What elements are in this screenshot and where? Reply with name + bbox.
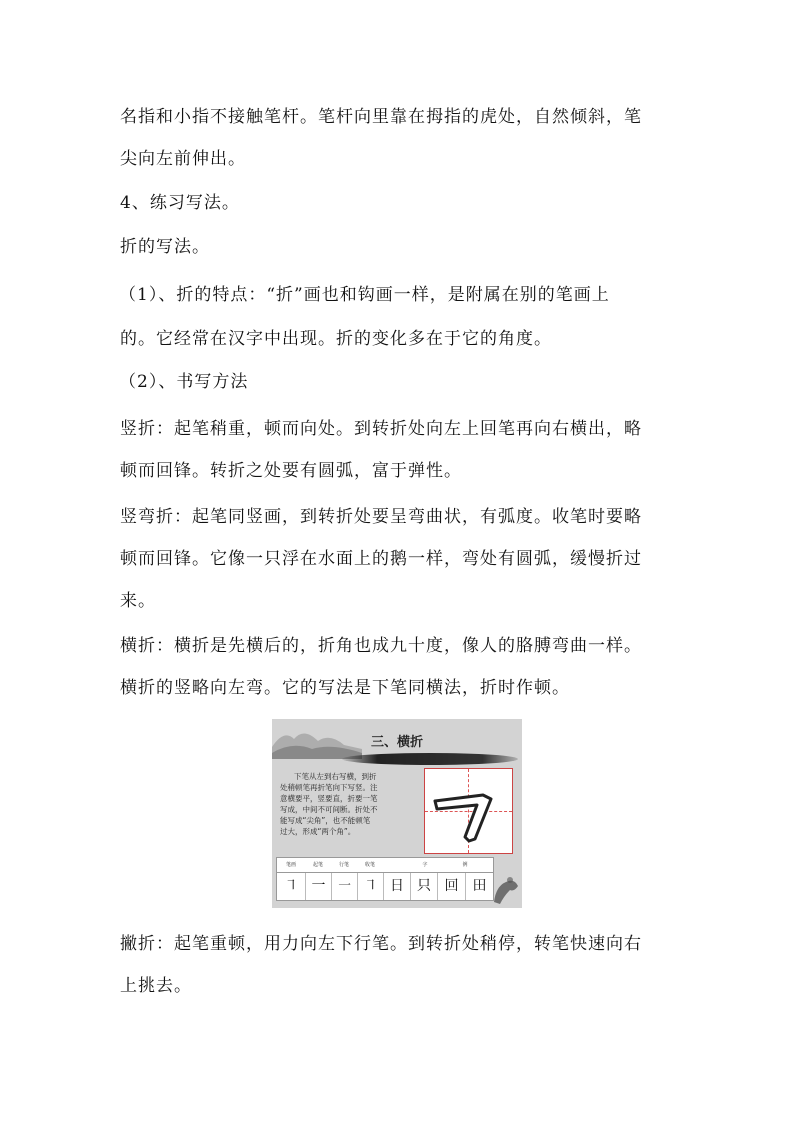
- figure-title: 三、横折: [370, 735, 423, 750]
- paragraph-line: 尖向左前伸出。: [120, 149, 246, 169]
- paragraph-line: 来。: [120, 591, 156, 611]
- table-cell: 只: [410, 873, 437, 900]
- figure-text-line: 意横要平，竖要直，折要一笔: [280, 794, 378, 803]
- table-cell: 一: [305, 873, 331, 900]
- stroke-figure: [272, 719, 522, 908]
- paragraph-line: （1）、折的特点：“折”画也和钩画一样，是附属在别的笔画上: [119, 285, 610, 305]
- ink-painting-decoration-icon: [490, 872, 520, 906]
- figure-text-line: 过大，形成“两个角”。: [280, 827, 356, 836]
- stroke-table: [276, 857, 494, 901]
- paragraph-line: 4、练习写法。: [120, 193, 240, 213]
- figure-text-line: 处稍顿笔再折笔向下写竖。注: [280, 783, 378, 792]
- table-cell: 日: [383, 873, 410, 900]
- figure-text-line: 能写成“尖角”，也不能顿笔: [280, 816, 371, 825]
- table-header: 起笔: [312, 862, 323, 868]
- table-cell: ㇕: [284, 878, 298, 894]
- table-header: 行笔: [338, 862, 349, 868]
- paragraph-line: 顿而回锋。它像一只浮在水面上的鹅一样，弯处有圆弧，缓慢折过: [120, 549, 642, 569]
- paragraph-line: 顿而回锋。转折之处要有圆弧，富于弹性。: [120, 461, 462, 481]
- paragraph-line: 撇折：起笔重顿，用力向左下行笔。到转折处稍停，转笔快速向右: [120, 934, 642, 954]
- paragraph-line: 上挑去。: [120, 976, 192, 996]
- paragraph-line: （2）、书写方法: [119, 372, 249, 392]
- brush-stroke-decoration: [342, 753, 518, 765]
- table-header: 字: [422, 862, 428, 868]
- table-header: 收笔: [364, 862, 375, 868]
- paragraph-line: 竖折：起笔稍重，顿而向处。到转折处向左上回笔再向右横出，略: [120, 419, 642, 439]
- figure-description: [280, 771, 420, 837]
- table-cell: ㇐: [331, 873, 357, 900]
- figure-text-line: 下笔从左到右写横，到折: [294, 772, 377, 781]
- paragraph-line: 横折的竖略向左弯。它的写法是下笔同横法，折时作顿。: [120, 678, 570, 698]
- paragraph-line: 横折：横折是先横后的，折角也成九十度，像人的胳膊弯曲一样。: [120, 636, 642, 656]
- table-cell: 回: [437, 873, 465, 900]
- figure-text-line: 写成，中间不可间断。折处不: [280, 805, 378, 814]
- stroke-demo-box: [424, 768, 513, 854]
- table-header: 例: [462, 862, 468, 868]
- table-header: 笔画: [285, 862, 296, 868]
- table-cell: 田: [465, 873, 493, 900]
- paragraph-line: 名指和小指不接触笔杆。笔杆向里靠在拇指的虎处，自然倾斜，笔: [120, 107, 642, 127]
- paragraph-line: 折的写法。: [120, 237, 210, 257]
- paragraph-line: 竖弯折：起笔同竖画，到转折处要呈弯曲状，有弧度。收笔时要略: [120, 507, 642, 527]
- paragraph-line: 的。它经常在汉字中出现。折的变化多在于它的角度。: [120, 329, 552, 349]
- table-cell: ㇕: [357, 873, 383, 900]
- horizontal-turn-stroke-icon: [425, 769, 514, 855]
